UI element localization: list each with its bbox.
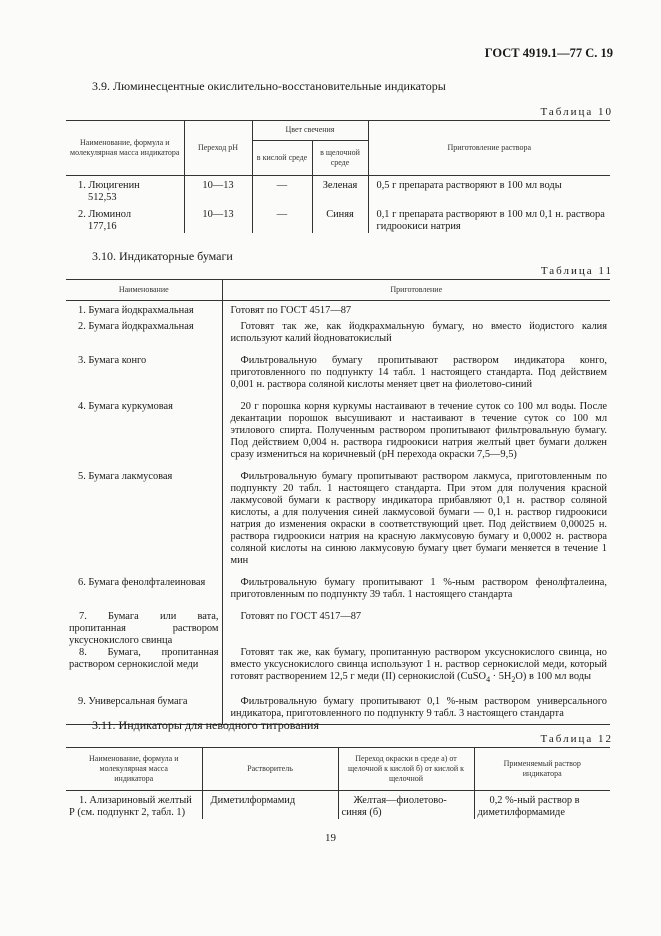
page-number: 19 [325, 832, 336, 844]
col-transition-header: Переход окраски в среде а) от щелочной к кислой б) от кислой к щелочной [338, 748, 474, 791]
col-ph-header: Переход pH [184, 121, 252, 176]
table12-caption: Таблица 12 [540, 733, 613, 745]
table-row: 6. Бумага фенолфталеиновая Фильтровальную бумагу пропитывают 1 %-ным раствором фенолфталеина, приготовленным по подпункту 39 табл. 1 настоящего стандарта [66, 577, 610, 611]
col-solvent-header: Растворитель [202, 748, 338, 791]
col-acid-header: в кислой среде [252, 140, 312, 175]
col-alk-header: в щелочной среде [312, 140, 368, 175]
col-solution-header: Применяемый раствор индикатора [503, 759, 581, 778]
table-row: 2. Люминол 177,16 10—13 — Синяя 0,1 г препарата растворяют в 100 мл 0,1 н. раствора гидроокиси натрия [66, 204, 610, 233]
table11-caption: Таблица 11 [540, 265, 613, 277]
table-row: 4. Бумага куркумовая 20 г порошка корня куркумы настаивают в течение суток со 100 мл воды. После декантации порошок высушивают и настаивают в течение суток со 100 мл этилового спирта. Полученным раствором пропитывают фильтровальную бумагу. Под действием 0,004 н. раствора гидроокиси натрия желтый цвет бумаги должен сразу измениться на коричневый (pH перехода окраски 7,5—9,5) [66, 401, 610, 471]
table-row: 1. Ализариновый желтый Р (см. подпункт 2, табл. 1) Диметилформамид Желтая—фиолетово-синяя (б) 0,2 %-ный раствор в диметилформамиде [66, 791, 610, 820]
table-11 [66, 279, 610, 725]
table-row: 3. Бумага конго Фильтровальную бумагу пропитывают раствором индикатора конго, приготовленного по подпункту 14 табл. 1 настоящего стандарта. Под действием 0,001 н. раствора соляной кислоты меняет цвет на фиолетово-синий [66, 355, 610, 401]
section-3-10-title: 3.10. Индикаторные бумаги [92, 249, 233, 263]
col-prep-header: Приготовление раствора [447, 143, 532, 152]
col-name-header: Наименование, формула и молекулярная масса индикатора [66, 748, 202, 791]
col-prep-header: Приготовление [390, 285, 443, 294]
section-3-9-title: 3.9. Люминесцентные окислительно-восстановительные индикаторы [92, 79, 446, 93]
table-10 [66, 120, 610, 233]
table-row: 2. Бумага йодкрахмальная Готовят так же, как йодкрахмальную бумагу, но вместо йодистого калия используют калий йодноватокислый [66, 321, 610, 355]
table-12 [66, 747, 610, 819]
table-row: 1. Люцигенин 512,53 10—13 — Зеленая 0,5 г препарата растворяют в 100 мл воды [66, 176, 610, 205]
table10-caption: Таблица 10 [540, 106, 613, 118]
table-row: 9. Универсальная бумага Фильтровальную бумагу пропитывают 0,1 %-ным раствором универсального индикатора, приготовленного по подпункту 9 табл. 3 настоящего стандарта [66, 696, 610, 725]
col-name-header: Наименование [66, 280, 222, 301]
table-row: 1. Бумага йодкрахмальная Готовят по ГОСТ 4517—87 [66, 301, 610, 322]
col-color-header: Цвет свечения [252, 121, 368, 141]
page-header: ГОСТ 4919.1—77 С. 19 [484, 46, 613, 60]
table-row: 8. Бумага, пропитанная раствором сернокислой меди Готовят так же, как бумагу, пропитанную раствором уксуснокислого свинца, но вместо уксуснокислого свинца используют 1 н. раствор сернокислой меди, который готовят растворением 12,5 г меди (II) сернокислой (CuSO$_4$ · $5H_2O$) в 100 мл воды [66, 647, 610, 696]
col-name-header: Наименование, формула и молекулярная масса индикатора [66, 121, 184, 176]
section-3-11-title: 3.11. Индикаторы для неводного титрования [92, 718, 319, 732]
table-row: 7. Бумага или вата, пропитанная раствором уксуснокислого свинца Готовят по ГОСТ 4517—87 [66, 611, 610, 647]
table-row: 5. Бумага лакмусовая Фильтровальную бумагу пропитывают раствором лакмуса, приготовленным по подпункту 20 табл. 1 настоящего стандарта. При этом для получения красной лакмусовой бумаги к раствору индикатора прибавляют 0,1 н. раствор соляной кислоты, а для получения синей лакмусовой бумаги — 0,1 н. раствор гидроокиси натрия до изменения окраски в соответствующий цвет. Под действием 0,00025 н. раствора гидроокиси натрия на красную лакмусовую бумагу и 0,0002 н. раствора соляной кислоты на синюю лакмусовую бумагу цвет бумаги меняется в течение 1 мин [66, 471, 610, 577]
